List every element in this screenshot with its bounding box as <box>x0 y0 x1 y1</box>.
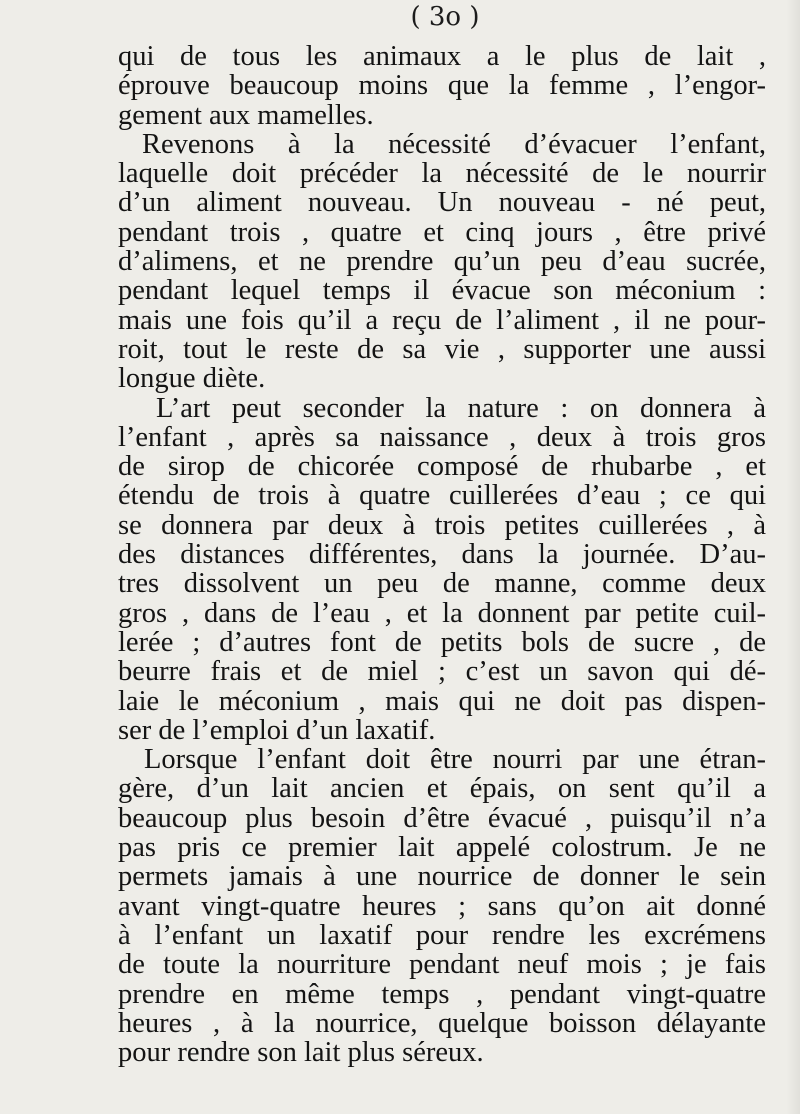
text-line: heures , à la nourrice, quelque boisson délayante <box>118 1007 766 1039</box>
text-line: éprouve beaucoup moins que la femme , l’engor- <box>118 70 766 102</box>
text-line: avant vingt-quatre heures ; sans qu’on ait donné <box>118 890 766 922</box>
paragraph <box>118 394 766 746</box>
paragraph <box>118 130 766 394</box>
text-line: gros , dans de l’eau , et la donnent par petite cuil- <box>118 597 766 629</box>
text-line: Revenons à la nécessité d’évacuer l’enfant, <box>142 128 766 160</box>
text-line: gère, d’un lait ancien et épais, on sent qu’il a <box>118 773 766 805</box>
text-line: à l’enfant un laxatif pour rendre les excrémens <box>118 919 766 951</box>
text-line: se donnera par deux à trois petites cuillerées , à <box>118 509 766 541</box>
text-line: ser de l’emploi d’un laxatif. <box>118 714 436 746</box>
text-line: laquelle doit précéder la nécessité de le nourrir <box>118 158 766 190</box>
text-line: Lorsque l’enfant doit être nourri par une étran- <box>144 744 766 776</box>
paragraph <box>118 745 766 1067</box>
text-line: gement aux mamelles. <box>118 99 374 131</box>
text-line: d’alimens, et ne prendre qu’un peu d’eau sucrée, <box>118 246 766 278</box>
text-line: des distances différentes, dans la journée. D’au- <box>118 539 766 571</box>
page-edge-shadow <box>786 0 800 1114</box>
text-line: permets jamais à une nourrice de donner le sein <box>118 861 766 893</box>
page-number: ( 3o ) <box>410 2 480 32</box>
body-text <box>118 42 766 1067</box>
text-line: beaucoup plus besoin d’être évacué , puisqu’il n’a <box>118 802 766 834</box>
text-line: d’un aliment nouveau. Un nouveau - né peut, <box>118 187 766 219</box>
text-line: laie le méconium , mais qui ne doit pas dispen- <box>118 685 766 717</box>
text-line: lerée ; d’autres font de petits bols de sucre , de <box>118 626 766 658</box>
text-line: qui de tous les animaux a le plus de lait , <box>118 41 766 72</box>
text-line: pendant lequel temps il évacue son méconium : <box>118 275 766 307</box>
text-line: l’enfant , après sa naissance , deux à trois gros <box>118 421 766 453</box>
text-line: longue diète. <box>118 363 266 395</box>
text-line: pendant trois , quatre et cinq jours , être privé <box>118 216 766 248</box>
text-line: L’art peut seconder la nature : on donnera à <box>156 392 766 424</box>
text-line: prendre en même temps , pendant vingt-quatre <box>118 978 766 1010</box>
paragraph <box>118 42 766 130</box>
text-line: roit, tout le reste de sa vie , supporter une aussi <box>118 333 766 365</box>
text-line: mais une fois qu’il a reçu de l’aliment , il ne pour- <box>118 304 766 336</box>
text-line: de toute la nourriture pendant neuf mois ; je fais <box>118 949 766 981</box>
text-line: pas pris ce premier lait appelé colostrum. Je ne <box>118 832 766 864</box>
text-line: tres dissolvent un peu de manne, comme deux <box>118 568 766 600</box>
text-line: pour rendre son lait plus séreux. <box>118 1037 484 1069</box>
text-line: étendu de trois à quatre cuillerées d’eau ; ce qui <box>118 480 766 512</box>
text-line: de sirop de chicorée composé de rhubarbe , et <box>118 451 766 483</box>
text-line: beurre frais et de miel ; c’est un savon qui dé- <box>118 656 766 688</box>
